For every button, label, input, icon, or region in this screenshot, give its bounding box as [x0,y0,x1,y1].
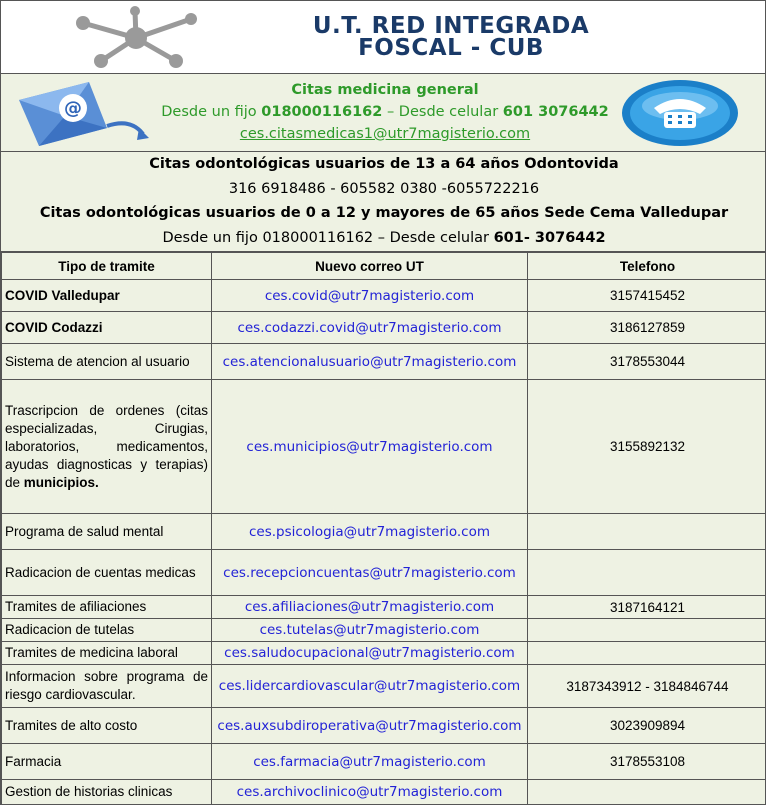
table-row [2,514,767,550]
phone-cell: 3187343912 - 3184846744 [528,665,767,708]
tipo-text [5,644,208,662]
email-link[interactable]: ces.archivoclinico@utr7magisterio.com [212,780,528,805]
tipo-label: Tramites de afiliaciones [5,599,147,614]
svg-text:@: @ [64,98,82,119]
table-row [2,596,767,619]
email-link[interactable]: ces.farmacia@utr7magisterio.com [212,744,528,780]
header-correo: Nuevo correo UT [212,253,528,280]
phone-cell: 3155892132 [528,380,767,514]
email-link[interactable]: ces.auxsubdiroperativa@utr7magisterio.com [212,708,528,744]
organization-title [251,15,651,59]
phone-cell: 3178553108 [528,744,767,780]
tipo-cell [2,619,212,642]
tipo-label: COVID Valledupar [5,287,120,303]
dental-line-3: Citas odontológicas usuarios de 0 a 12 y mayores de 65 años Sede Cema Valledupar [39,205,729,221]
general-email-link[interactable]: ces.citasmedicas1@utr7magisterio.com [239,126,531,142]
tipo-cell [2,642,212,665]
dental-appointments-band [1,152,766,252]
tipo-text [5,564,208,582]
tipo-label: Trascripcion de ordenes (citas especializadas, Cirugias, laboratorios, medicamentos, ayudas diagnosticas y terapias) de [5,402,208,490]
dental-line-4 [1,226,766,251]
tipo-cell [2,312,212,344]
tipo-label: Informacion sobre programa de riesgo cardiovascular. [5,669,208,702]
contacts-table [1,252,766,805]
tipo-text [5,287,208,305]
email-link[interactable]: ces.lidercardiovascular@utr7magisterio.com [212,665,528,708]
tipo-label: Tramites de alto costo [5,717,138,733]
phone-cell: 3023909894 [528,708,767,744]
tipo-label: COVID Codazzi [5,319,103,335]
tipo-text [5,717,208,735]
tipo-cell [2,708,212,744]
header-telefono: Telefono [528,253,767,280]
celular-number: 601 3076442 [502,104,609,120]
email-link[interactable]: ces.saludocupacional@utr7magisterio.com [212,642,528,665]
telephone-icon [618,78,742,148]
tipo-cell [2,380,212,514]
general-heading: Citas medicina general [291,82,479,98]
email-link[interactable]: ces.atencionalusuario@utr7magisterio.com [212,344,528,380]
tipo-cell [2,780,212,805]
phone-cell: 3157415452 [528,280,767,312]
tipo-label: Tramites de medicina laboral [5,645,178,660]
phone-cell: 3178553044 [528,344,767,380]
general-appointments-band [1,74,766,152]
network-nodes-icon [61,5,211,71]
phone-cell: 3186127859 [528,312,767,344]
tipo-cell [2,596,212,619]
title-line-1: U.T. RED INTEGRADA [312,13,590,39]
table-row [2,344,767,380]
fijo-number: 018000116162 [261,104,383,120]
email-link[interactable]: ces.covid@utr7magisterio.com [212,280,528,312]
tipo-cell [2,550,212,596]
tipo-text [5,402,208,492]
table-row [2,642,767,665]
tipo-text [5,353,208,371]
tipo-label: Radicacion de tutelas [5,622,135,637]
dental-line-2: 316 6918486 - 605582 0380 -6055722216 [228,180,540,197]
phone-cell [528,780,767,805]
tipo-text [5,668,208,704]
tipo-cell [2,744,212,780]
tipo-text [5,621,208,639]
email-link[interactable]: ces.recepcioncuentas@utr7magisterio.com [212,550,528,596]
table-row [2,708,767,744]
header-tipo: Tipo de tramite [2,253,212,280]
general-appointments-info [151,79,619,145]
table-row [2,665,767,708]
table-header-row [2,253,767,280]
email-link[interactable]: ces.afiliaciones@utr7magisterio.com [212,596,528,619]
tipo-label: Programa de salud mental [5,523,164,539]
email-link[interactable]: ces.tutelas@utr7magisterio.com [212,619,528,642]
dental-line-4-prefix: Desde un fijo 018000116162 – Desde celular [162,229,494,246]
tipo-text [5,598,208,616]
dental-line-1: Citas odontológicas usuarios de 13 a 64 años Odontovida [149,156,619,172]
tipo-label: Farmacia [5,753,62,769]
table-row [2,780,767,805]
dental-line-4-number: 601- 3076442 [493,229,606,246]
table-row [2,380,767,514]
header [1,1,766,74]
tipo-label: Radicacion de cuentas medicas [5,564,196,580]
tipo-cell [2,665,212,708]
tipo-label: Gestion de historias clinicas [5,784,173,799]
tipo-text [5,753,208,771]
email-link[interactable]: ces.psicologia@utr7magisterio.com [212,514,528,550]
email-envelope-icon [11,78,151,148]
general-phones [151,101,619,123]
phone-cell [528,642,767,665]
tipo-cell [2,280,212,312]
fijo-label: Desde un fijo [161,104,262,120]
tipo-strong-suffix: municipios. [23,474,99,490]
table-row [2,312,767,344]
phone-cell [528,550,767,596]
email-link[interactable]: ces.municipios@utr7magisterio.com [212,380,528,514]
tipo-label: Sistema de atencion al usuario [5,353,190,369]
phone-cell [528,514,767,550]
table-row [2,280,767,312]
email-link[interactable]: ces.codazzi.covid@utr7magisterio.com [212,312,528,344]
tipo-cell [2,344,212,380]
tipo-text [5,783,208,801]
tipo-cell [2,514,212,550]
tipo-text [5,523,208,541]
phone-cell: 3187164121 [528,596,767,619]
phone-cell [528,619,767,642]
table-row [2,744,767,780]
tipo-text [5,319,208,337]
title-line-2: FOSCAL - CUB [358,35,544,61]
table-row [2,619,767,642]
celular-label: – Desde celular [382,104,503,120]
table-row [2,550,767,596]
